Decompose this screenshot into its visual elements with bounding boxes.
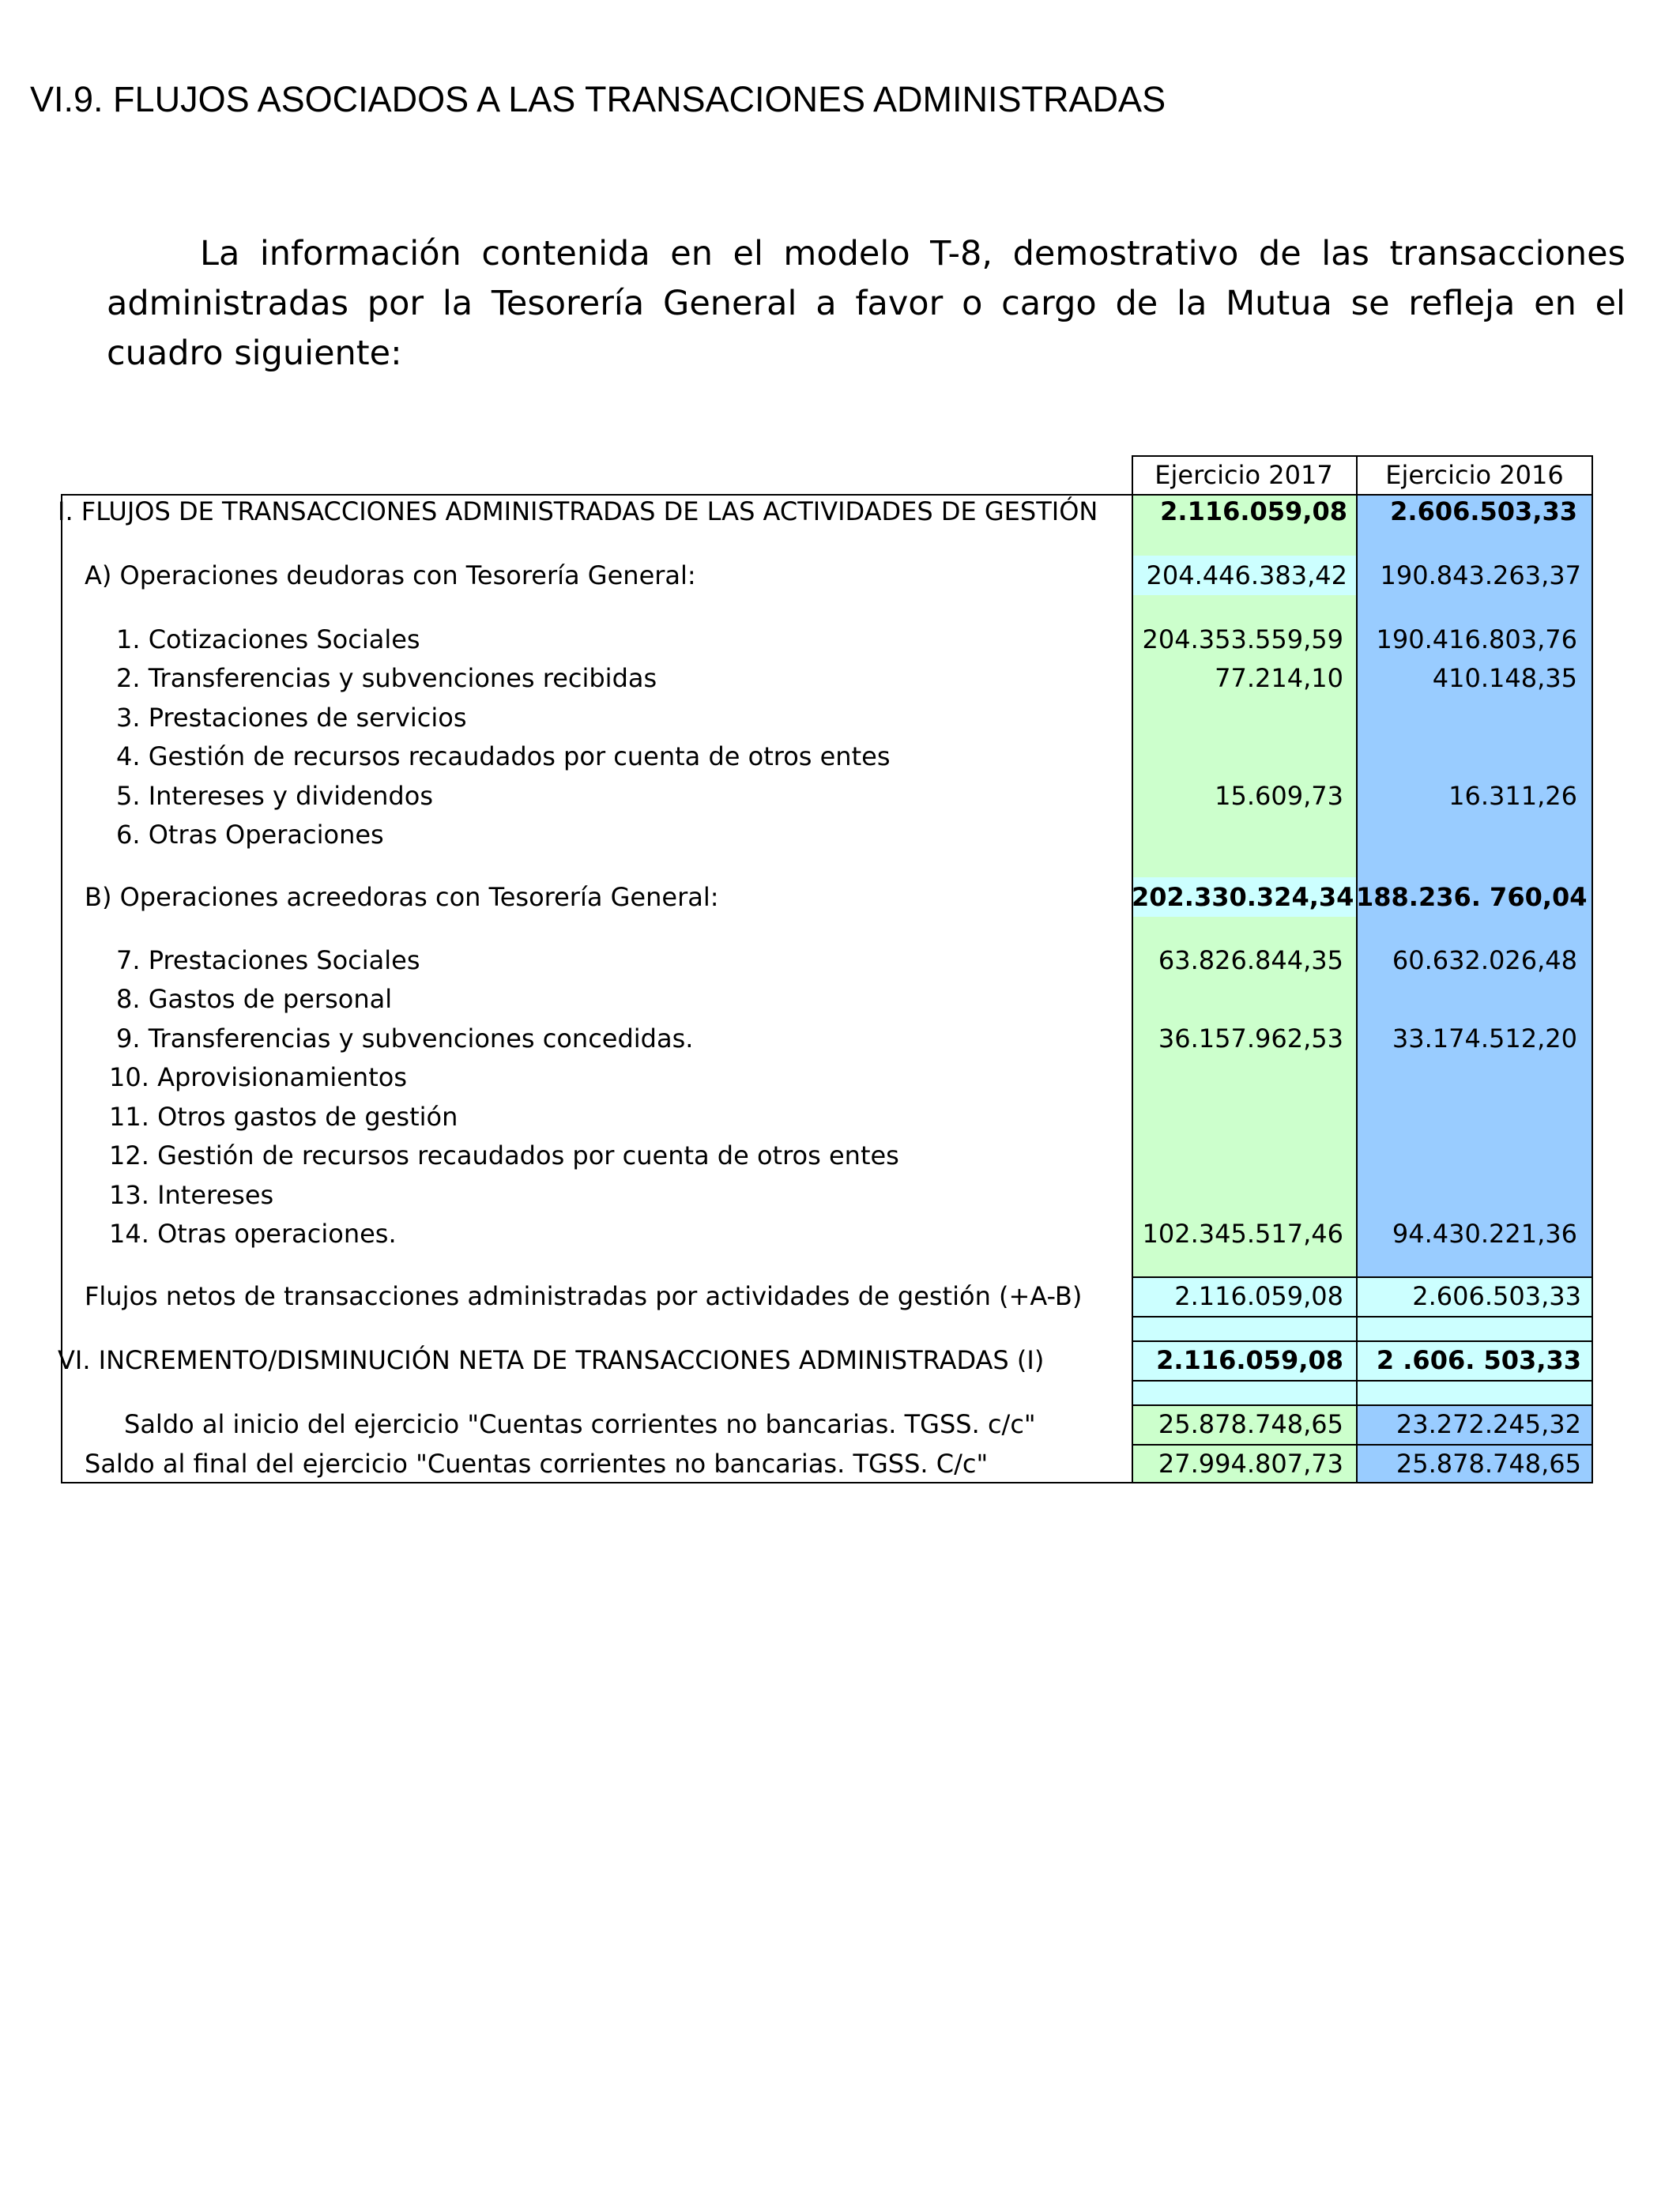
- row-value-2017: 2.116.059,08: [1174, 1281, 1343, 1311]
- row-value-2017: 77.214,10: [1215, 663, 1343, 693]
- row-value-2016: 2.606.503,33: [1412, 1281, 1581, 1311]
- row-label: 6. Otras Operaciones: [116, 820, 384, 850]
- row-label: 7. Prestaciones Sociales: [116, 945, 420, 975]
- row-label: B) Operaciones acreedoras con Tesorería General:: [85, 882, 719, 912]
- row-value-2017: 15.609,73: [1215, 781, 1343, 811]
- row-label: Saldo al inicio del ejercicio "Cuentas corrientes no bancarias. TGSS. c/c": [124, 1409, 1036, 1439]
- intro-paragraph: [107, 229, 1625, 379]
- row-value-2016: 188.236. 760,04: [1356, 882, 1588, 912]
- row-label: 11. Otros gastos de gestión: [109, 1102, 458, 1132]
- row-label: 4. Gestión de recursos recaudados por cuenta de otros entes: [116, 741, 891, 771]
- row-value-2016: 16.311,26: [1448, 781, 1577, 811]
- row-value-2017: 204.353.559,59: [1142, 624, 1343, 654]
- transactions-table: [58, 455, 1593, 1483]
- row-value-2016: 23.272.245,32: [1396, 1409, 1581, 1439]
- rule-net-bottom: [1132, 1316, 1593, 1318]
- row-label: 8. Gastos de personal: [116, 984, 393, 1014]
- row-value-2016: 94.430.221,36: [1392, 1219, 1577, 1249]
- row-label: 10. Aprovisionamientos: [109, 1062, 407, 1092]
- row-value-2017: 2.116.059,08: [1156, 1345, 1343, 1375]
- row-value-2017: 202.330.324,34: [1132, 882, 1354, 912]
- row-value-2016: 33.174.512,20: [1392, 1023, 1577, 1054]
- row-label: Saldo al final del ejercicio "Cuentas corrientes no bancarias. TGSS. C/c": [85, 1449, 989, 1479]
- row-label: 14. Otras operaciones.: [109, 1219, 397, 1249]
- row-value-2017: 2.116.059,08: [1160, 496, 1347, 526]
- row-value-2017: 25.878.748,65: [1158, 1409, 1343, 1439]
- row-value-2017: 36.157.962,53: [1158, 1023, 1343, 1054]
- row-label: 2. Transferencias y subvenciones recibidas: [116, 663, 657, 693]
- row-value-2017: 204.446.383,42: [1146, 560, 1347, 590]
- row-value-2016: 410.148,35: [1432, 663, 1577, 693]
- row-label: A) Operaciones deudoras con Tesorería General:: [85, 560, 696, 590]
- row-label: 13. Intereses: [109, 1180, 274, 1210]
- row-label: 5. Intereses y dividendos: [116, 781, 433, 811]
- intro-text: La información contenida en el modelo T-8, demostrativo de las transacciones administradas por la Tesorería General a favor o cargo de la Mutua se refleja en el cuadro siguiente:: [107, 234, 1625, 373]
- row-value-2016: 60.632.026,48: [1392, 945, 1577, 975]
- row-value-2016: 190.416.803,76: [1376, 624, 1577, 654]
- row-label: VI. INCREMENTO/DISMINUCIÓN NETA DE TRANSACCIONES ADMINISTRADAS (I): [58, 1345, 1045, 1375]
- page-title: VI.9. FLUJOS ASOCIADOS A LAS TRANSACIONES ADMINISTRADAS: [30, 79, 1166, 119]
- rule-incr-bottom: [1132, 1380, 1593, 1382]
- row-value-2017: 102.345.517,46: [1142, 1219, 1343, 1249]
- header-ejercicio-2017: Ejercicio 2017: [1155, 460, 1333, 490]
- header-ejercicio-2016: Ejercicio 2016: [1385, 460, 1564, 490]
- row-value-2017: 27.994.807,73: [1158, 1449, 1343, 1479]
- row-label: Flujos netos de transacciones administradas por actividades de gestión (+A-B): [85, 1281, 1083, 1311]
- row-label: 1. Cotizaciones Sociales: [116, 624, 420, 654]
- row-value-2016: 2 .606. 503,33: [1376, 1345, 1581, 1375]
- row-label: 12. Gestión de recursos recaudados por cuenta de otros entes: [109, 1140, 899, 1171]
- row-label: 3. Prestaciones de servicios: [116, 703, 467, 733]
- row-value-2017: 63.826.844,35: [1158, 945, 1343, 975]
- row-value-2016: 25.878.748,65: [1396, 1449, 1581, 1479]
- row-value-2016: 190.843.263,37: [1380, 560, 1581, 590]
- row-label: 9. Transferencias y subvenciones concedidas.: [116, 1023, 694, 1054]
- row-label: I. FLUJOS DE TRANSACCIONES ADMINISTRADAS DE LAS ACTIVIDADES DE GESTIÓN: [58, 496, 1098, 526]
- row-value-2016: 2.606.503,33: [1390, 496, 1577, 526]
